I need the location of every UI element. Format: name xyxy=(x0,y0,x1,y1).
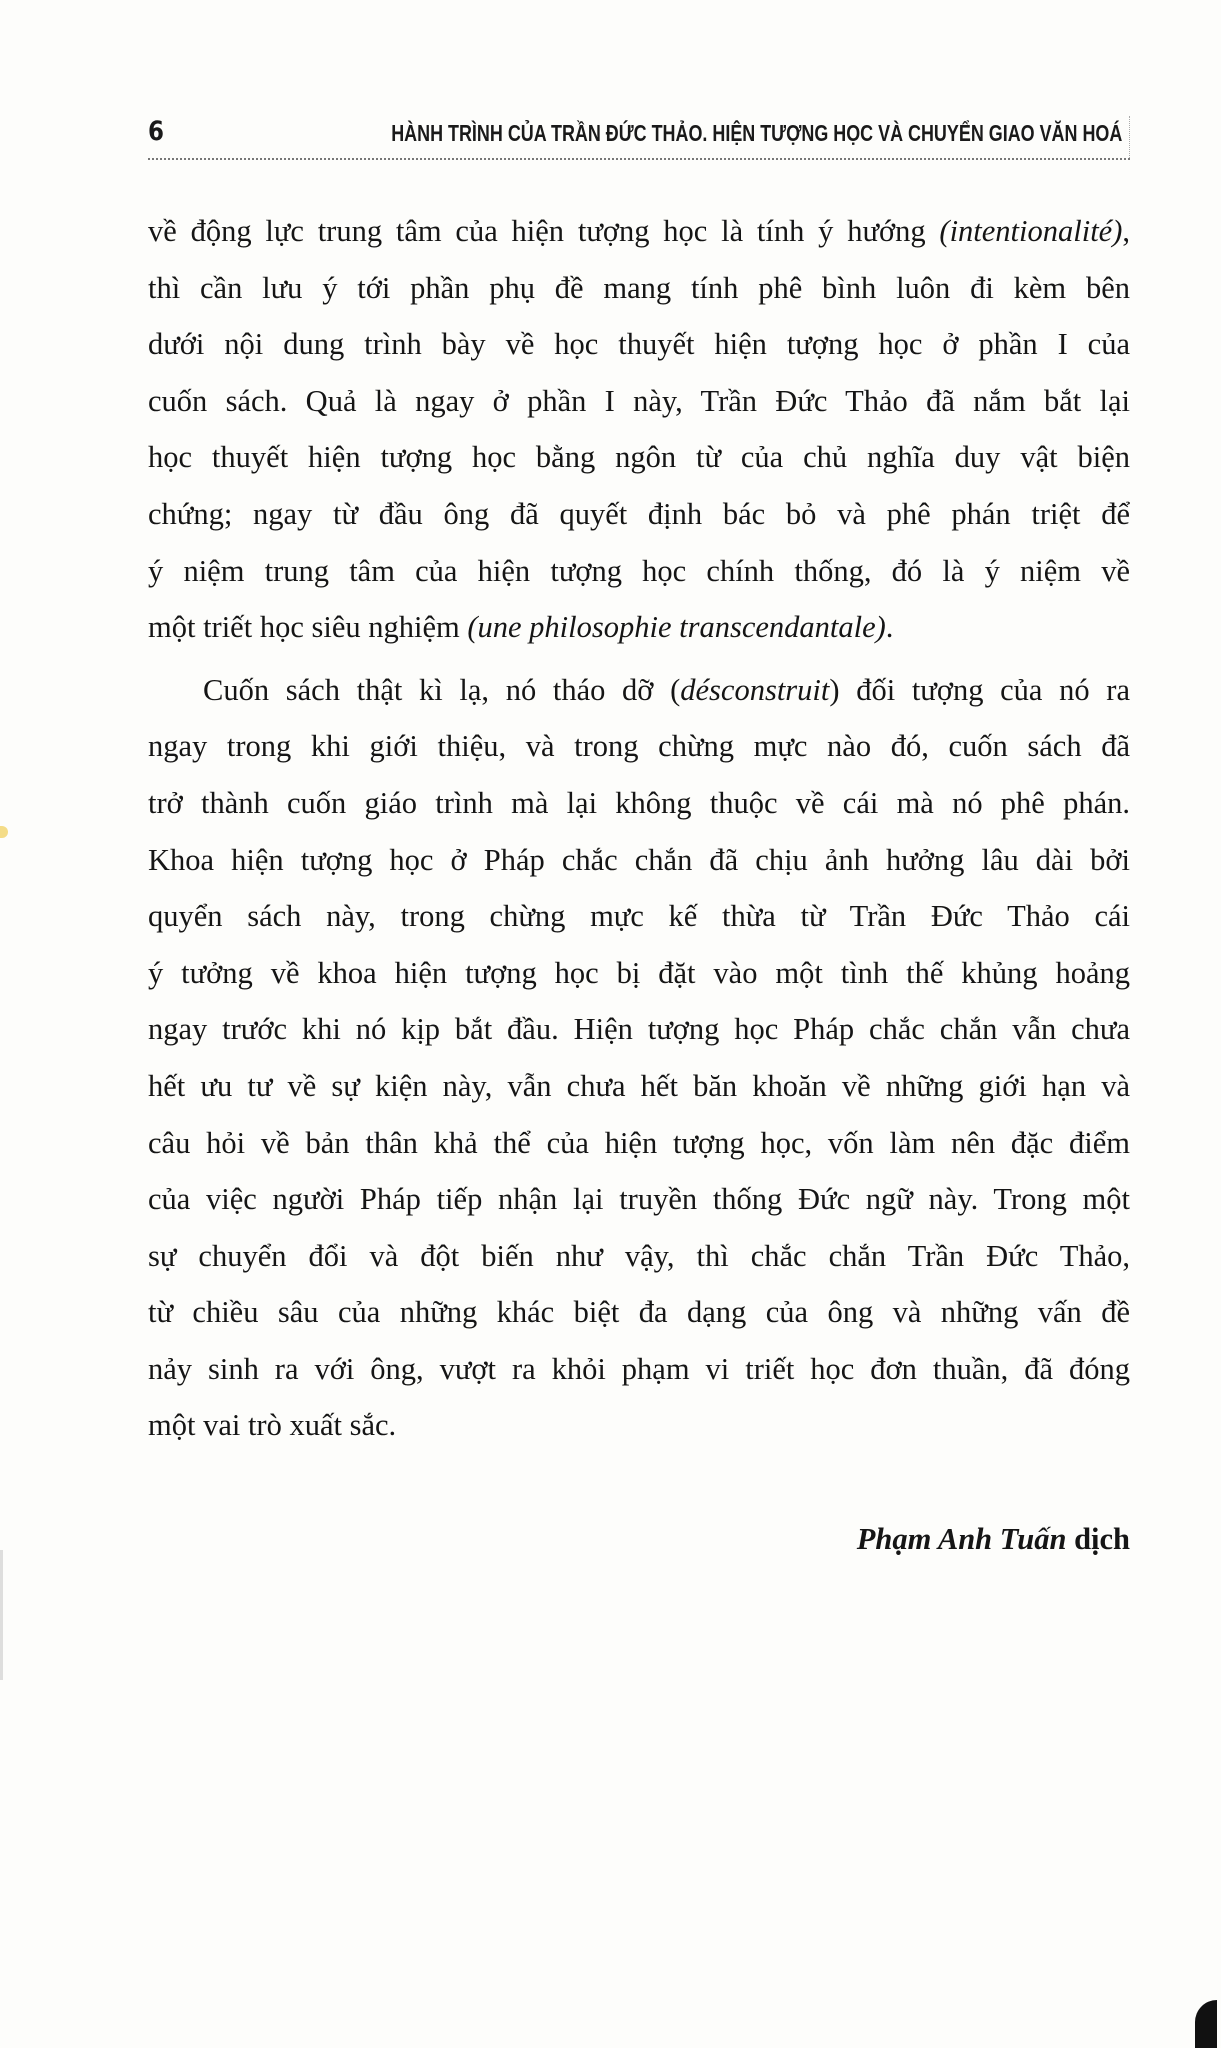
text-segment: Khoa hiện tượng học ở Pháp chắc chắn đã chịu ảnh hưởng lâu dài bởi xyxy=(148,842,1130,877)
page-edge-line xyxy=(0,1550,3,1680)
text-segment: chứng; ngay từ đầu ông đã quyết định bác bỏ và phê phán triệt để xyxy=(148,496,1130,531)
text-segment: quyển sách này, trong chừng mực kế thừa từ Trần Đức Thảo cái xyxy=(148,899,1130,934)
translator-name: Phạm Anh Tuấn xyxy=(856,1522,1067,1556)
italic-term: (une philosophie transcendantale) xyxy=(467,610,886,645)
text-line xyxy=(148,260,1130,317)
body-text xyxy=(148,203,1130,1454)
text-line xyxy=(148,1001,1130,1058)
text-line xyxy=(148,1115,1130,1172)
text-line xyxy=(148,1171,1130,1228)
translator-signature xyxy=(857,1522,1130,1557)
text-segment: nảy sinh ra với ông, vượt ra khỏi phạm vi triết học đơn thuần, đã đóng xyxy=(148,1351,1130,1386)
page-number: 6 xyxy=(148,116,164,147)
text-line xyxy=(148,1397,1130,1454)
header-dotted-rule xyxy=(148,158,1130,160)
text-line xyxy=(148,599,1130,656)
text-segment: sự chuyển đổi và đột biến như vậy, thì chắc chắn Trần Đức Thảo, xyxy=(148,1238,1130,1273)
text-segment: dưới nội dung trình bày về học thuyết hiện tượng học ở phần I của xyxy=(148,327,1130,362)
text-line xyxy=(148,888,1130,945)
text-line xyxy=(148,1228,1130,1285)
text-line xyxy=(148,429,1130,486)
text-segment: , xyxy=(1122,214,1130,248)
page-header xyxy=(148,112,1130,158)
text-line xyxy=(148,775,1130,832)
text-line xyxy=(148,718,1130,775)
text-segment: ý niệm trung tâm của hiện tượng học chính thống, đó là ý niệm về xyxy=(148,553,1130,588)
header-corner-mark xyxy=(1128,116,1130,158)
running-title: HÀNH TRÌNH CỦA TRẦN ĐỨC THẢO. HIỆN TƯỢNG HỌC VÀ CHUYỂN GIAO VĂN HOÁ xyxy=(390,120,1122,146)
text-segment: một vai trò xuất sắc. xyxy=(148,1408,397,1443)
text-line xyxy=(148,486,1130,543)
text-segment: ngay trong khi giới thiệu, và trong chừng mực nào đó, cuốn sách đã xyxy=(148,729,1130,764)
text-segment: ) đối tượng của nó ra xyxy=(829,672,1130,707)
text-segment: cuốn sách. Quả là ngay ở phần I này, Trần Đức Thảo đã nắm bắt lại xyxy=(148,383,1130,418)
text-segment: từ chiều sâu của những khác biệt đa dạng của ông và những vấn đề xyxy=(148,1295,1130,1330)
paragraph-1 xyxy=(148,203,1130,656)
text-segment: của việc người Pháp tiếp nhận lại truyền thống Đức ngữ này. Trong một xyxy=(148,1182,1130,1217)
text-segment: một triết học siêu nghiệm xyxy=(148,610,468,645)
text-line xyxy=(148,316,1130,373)
text-segment: ý tưởng về khoa hiện tượng học bị đặt vào một tình thế khủng hoảng xyxy=(148,955,1130,990)
italic-term: désconstruit xyxy=(680,672,830,707)
text-line xyxy=(148,1058,1130,1115)
text-line xyxy=(148,832,1130,889)
paragraph-2 xyxy=(148,662,1130,1454)
text-segment: thì cần lưu ý tới phần phụ đề mang tính phê bình luôn đi kèm bên xyxy=(148,270,1130,305)
text-segment: hết ưu tư về sự kiện này, vẫn chưa hết băn khoăn về những giới hạn và xyxy=(148,1068,1130,1103)
text-line xyxy=(148,662,1130,719)
text-segment: ngay trước khi nó kịp bắt đầu. Hiện tượng học Pháp chắc chắn vẫn chưa xyxy=(148,1012,1130,1047)
page-edge-mark xyxy=(0,826,8,838)
show-through-text xyxy=(200,1440,1120,1860)
text-segment: . xyxy=(885,610,894,645)
text-segment: học thuyết hiện tượng học bằng ngôn từ của chủ nghĩa duy vật biện xyxy=(148,440,1130,475)
text-line xyxy=(148,945,1130,1002)
text-line xyxy=(148,1341,1130,1398)
text-segment: câu hỏi về bản thân khả thể của hiện tượng học, vốn làm nên đặc điểm xyxy=(148,1125,1130,1160)
page-corner-shadow xyxy=(1195,2000,1217,2048)
text-line xyxy=(148,373,1130,430)
text-segment: Cuốn sách thật kì lạ, nó tháo dỡ ( xyxy=(203,672,681,707)
text-line xyxy=(148,543,1130,600)
text-line xyxy=(148,1284,1130,1341)
text-segment: trở thành cuốn giáo trình mà lại không thuộc về cái mà nó phê phán. xyxy=(148,785,1130,820)
translator-role: dịch xyxy=(1066,1522,1130,1556)
text-segment: về động lực trung tâm của hiện tượng học là tính ý hướng xyxy=(148,214,940,248)
italic-term: (intentionalité) xyxy=(939,214,1123,248)
text-line xyxy=(148,203,1130,260)
